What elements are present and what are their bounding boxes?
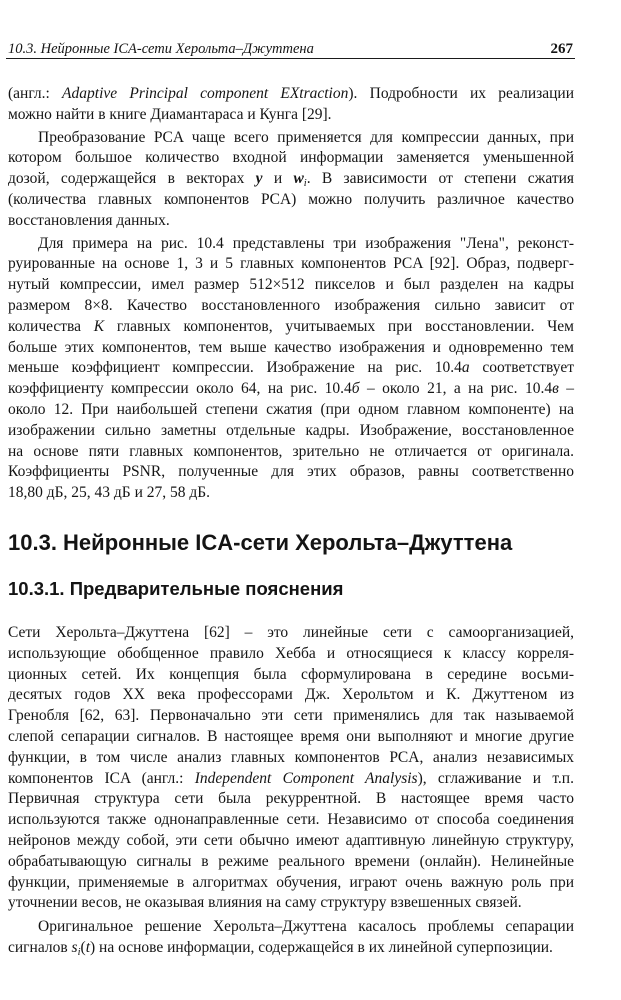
text-line xyxy=(8,296,574,317)
text-line xyxy=(8,706,574,727)
emphasis-text: t xyxy=(85,938,90,956)
text-run: (количества главных компонентов PCA) можно получить различное качество xyxy=(8,190,574,208)
text-run: ( xyxy=(80,938,86,956)
emphasis-text: K xyxy=(93,317,105,335)
text-line xyxy=(8,852,574,873)
running-header xyxy=(6,40,575,59)
text-line xyxy=(8,685,574,706)
text-run: коэффициенту компрессии около 64, на рис. 10.4 xyxy=(8,380,352,398)
text-line xyxy=(8,483,574,504)
text-run: слепой сепарации сигналов. В настоящее время они выполняют и многие другие xyxy=(8,727,574,745)
text-run: использующие обобщенное правило Хебба и относящиеся к классу корреля- xyxy=(8,644,574,662)
text-line xyxy=(8,211,574,232)
emphasis-text: Independent Component Analysis xyxy=(194,769,418,787)
text-line xyxy=(8,831,574,852)
math-symbol xyxy=(72,939,81,956)
text-block-upper xyxy=(8,84,574,504)
text-run: дозой, содержащейся в векторах xyxy=(8,170,256,188)
text-line xyxy=(8,338,574,359)
text-line xyxy=(8,317,574,338)
text-line xyxy=(8,128,574,149)
text-line xyxy=(8,358,574,379)
text-line xyxy=(8,623,574,644)
text-line xyxy=(8,893,574,914)
emphasis xyxy=(352,380,360,397)
text-run: можно найти в книге Диамантараса и Кунга [29]. xyxy=(8,105,332,123)
text-run: . В зависимости от степени сжатия xyxy=(306,170,575,188)
subscript: i xyxy=(303,178,307,190)
text-line xyxy=(8,665,574,686)
emphasis xyxy=(256,170,263,187)
text-run: Преобразование PCA чаще всего применяется для компрессии данных, при xyxy=(38,128,574,146)
text-run: Коэффициенты PSNR, полученные для этих образов, равны соответственно xyxy=(8,463,574,481)
subsection-heading: 10.3.1. Предварительные пояснения xyxy=(8,578,344,599)
emphasis-text: w xyxy=(293,170,304,188)
subscript: i xyxy=(77,946,81,958)
text-run: обрабатывающую сигналы в режиме реального времени (онлайн). Нелинейные xyxy=(8,852,574,870)
text-line xyxy=(8,644,574,665)
text-line xyxy=(8,190,574,211)
text-line xyxy=(8,84,574,105)
text-line xyxy=(8,379,574,400)
text-run: соответствует xyxy=(469,359,574,377)
text-run: уточнении весов, не оказывая влияния на саму структуру взвешенных связей. xyxy=(8,894,522,912)
text-run: Для примера на рис. 10.4 представлены три изображения "Лена", реконст- xyxy=(38,234,574,252)
text-run: функции, применяемые в алгоритмах обучения, играют очень важную роль при xyxy=(8,873,574,891)
text-line xyxy=(8,873,574,894)
text-run: Первичная структура сети была рекуррентной. В настоящее время часто xyxy=(8,790,574,808)
text-line xyxy=(8,917,574,938)
emphasis-text: а xyxy=(461,359,470,377)
text-line xyxy=(8,810,574,831)
paragraph-continuation xyxy=(8,84,574,126)
emphasis xyxy=(94,318,104,335)
text-line xyxy=(8,789,574,810)
text-line xyxy=(8,727,574,748)
text-line xyxy=(8,254,574,275)
text-run: ). Подробности их реализации xyxy=(348,85,575,102)
text-line xyxy=(8,938,574,959)
paragraph xyxy=(8,234,574,504)
emphasis-text: s xyxy=(71,938,78,956)
text-run: 18,80 дБ, 25, 43 дБ и 27, 58 дБ. xyxy=(8,484,211,502)
text-run: – xyxy=(558,380,574,398)
text-line xyxy=(8,462,574,483)
text-run: используются также однонаправленные сети. Независимо от способа соединения xyxy=(8,811,574,829)
text-line xyxy=(8,748,574,769)
text-run: и xyxy=(262,170,294,188)
page-number: 267 xyxy=(550,41,573,57)
text-line xyxy=(8,148,574,169)
emphasis-text: y xyxy=(255,170,263,188)
text-run: больше этих компонентов, тем выше качество изображения и одновременно тем xyxy=(8,338,574,356)
text-run: ционных сетей. Их концепция была сформулирована в середине восьми- xyxy=(8,665,574,683)
text-run: ) на основе информации, содержащейся в их линейной суперпозиции. xyxy=(90,938,553,956)
text-run: размером 8×8. Качество восстановленного изображения сильно зависит от xyxy=(8,296,574,314)
text-run: количества xyxy=(8,317,94,335)
text-run: – около 21, а на рис. 10.4 xyxy=(359,380,553,398)
text-run: функции, в том числе анализ главных компонентов PCA, анализ независимых xyxy=(8,748,574,766)
math-symbol xyxy=(293,170,307,190)
text-run: Сети Херольта–Джуттена [62] – это линейные сети с самоорганизацией, xyxy=(8,624,574,641)
text-line xyxy=(8,421,574,442)
section-heading: 10.3. Нейронные ICA-сети Херольта–Джуттена xyxy=(8,530,513,555)
running-header-title: 10.3. Нейронные ICA-сети Херольта–Джуттена xyxy=(8,41,314,57)
emphasis-text: в xyxy=(552,380,559,398)
text-run: восстановления данных. xyxy=(8,211,170,229)
text-run: Оригинальное решение Херольта–Джуттена касалось проблемы сепарации xyxy=(38,918,574,936)
text-block-lower xyxy=(8,623,574,959)
text-run: компонентов ICA (англ.: xyxy=(8,769,195,787)
emphasis xyxy=(195,770,418,787)
text-run: на основе пяти главных компонентов, зрительно не отличается от оригинала. xyxy=(8,442,574,460)
text-run: главных компонентов, учитываемых при восстановлении. Чем xyxy=(104,317,574,335)
text-line xyxy=(8,275,574,296)
text-run: руированные на основе 1, 3 и 5 главных компонентов PCA [92]. Образ, подверг- xyxy=(8,255,574,273)
text-run: изображении сильно заметны отдельные кадры. Изображение, восстановленное xyxy=(8,421,574,439)
paragraph xyxy=(8,917,574,959)
text-run: нутый компрессии, имел размер 512×512 пикселов и был разделен на кадры xyxy=(8,276,574,294)
text-run: десятых годов XX века профессорами Дж. Херольтом и К. Джуттеном из xyxy=(8,686,574,704)
text-line xyxy=(8,769,574,790)
text-line xyxy=(8,105,574,126)
text-run: котором большое количество входной информации заменяется уменьшенной xyxy=(8,149,574,167)
emphasis-text: Adaptive Principal component EXtraction xyxy=(62,85,349,102)
text-line xyxy=(8,169,574,190)
text-line xyxy=(8,234,574,255)
paragraph xyxy=(8,128,574,232)
text-run: сигналов xyxy=(8,938,72,956)
emphasis xyxy=(62,85,348,102)
text-run: ), сглаживание и т.п. xyxy=(417,769,574,787)
paragraph xyxy=(8,623,574,914)
text-run: около 12. При наибольшей степени сжатия (при одном главном компоненте) на xyxy=(8,400,574,418)
text-line xyxy=(8,442,574,463)
emphasis xyxy=(552,380,559,397)
text-run: меньше коэффициент компрессии. Изображение на рис. 10.4 xyxy=(8,359,462,377)
text-run: Гренобля [62, 63]. Первоначально эти сети применялись для так называемой xyxy=(8,707,574,725)
text-run: (англ.: xyxy=(8,85,63,102)
emphasis xyxy=(462,359,470,376)
text-line xyxy=(8,400,574,421)
emphasis-text: б xyxy=(351,380,360,398)
text-run: нейронов между собой, эти сети обычно имеют адаптивную линейную структуру, xyxy=(8,831,574,849)
